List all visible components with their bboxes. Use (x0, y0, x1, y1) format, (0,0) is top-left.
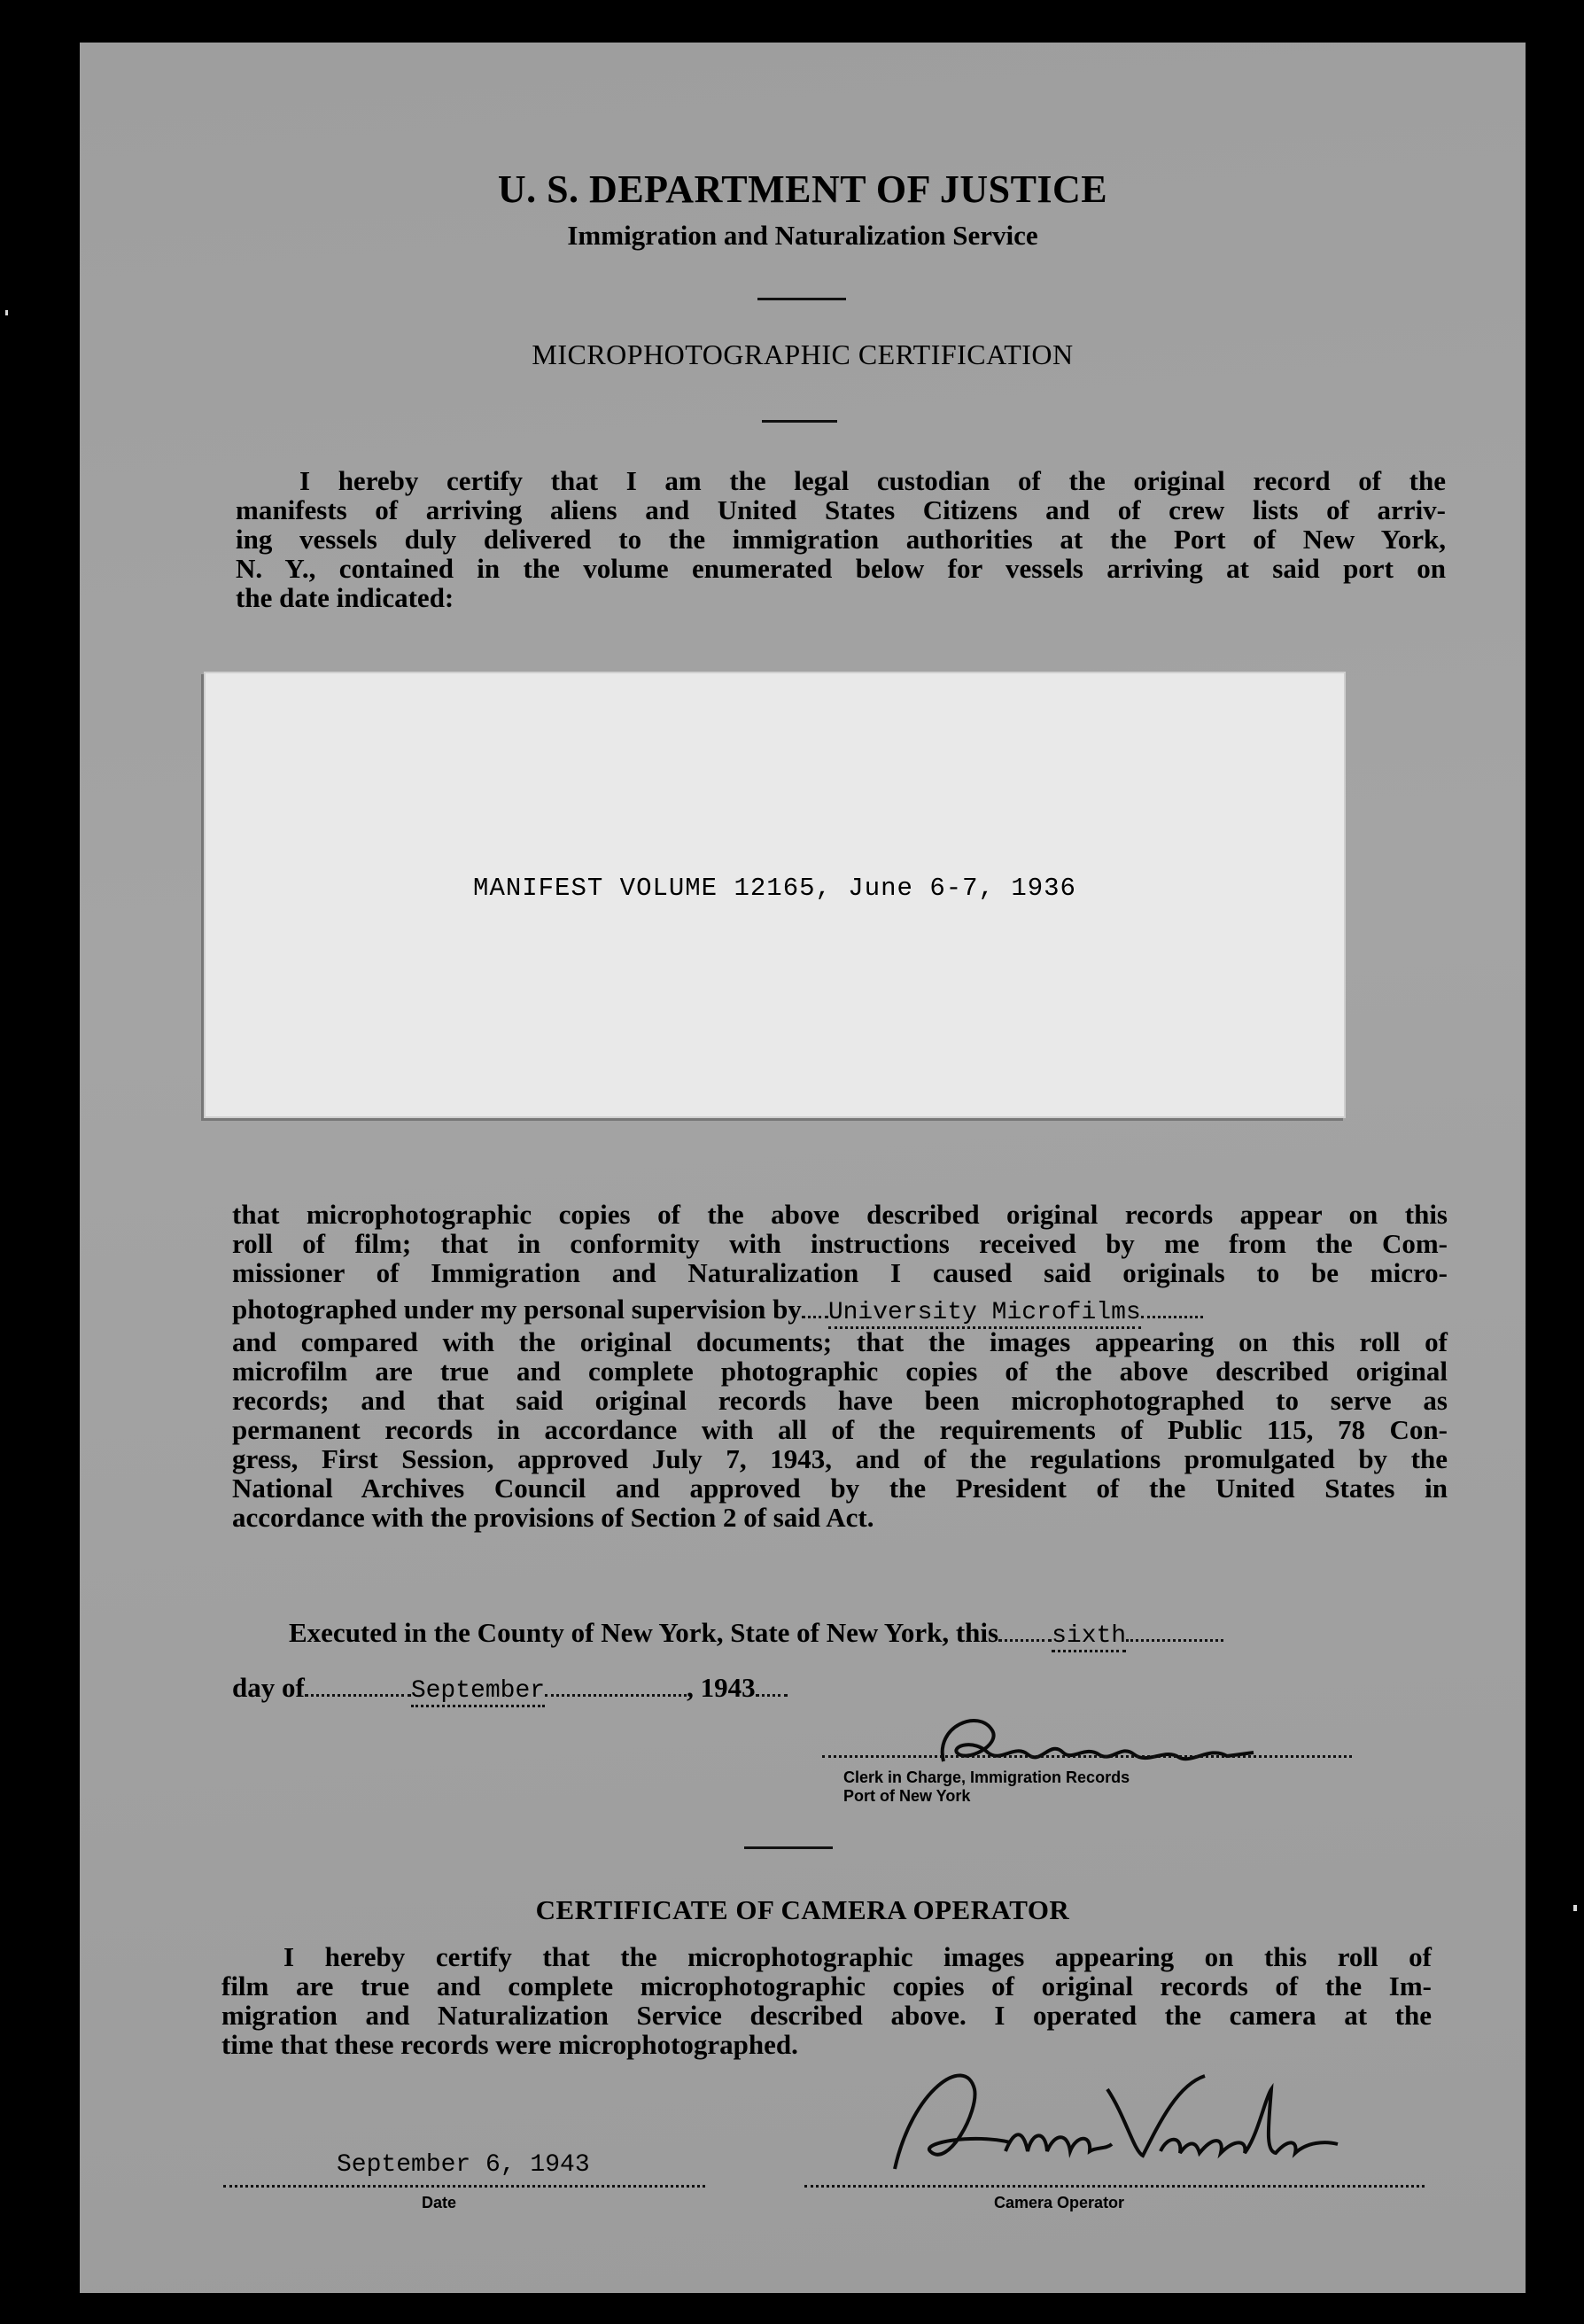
certification-title: MICROPHOTOGRAPHIC CERTIFICATION (532, 338, 1074, 370)
body-line: National Archives Council and approved by the President of the United States in (232, 1473, 1448, 1504)
operator-signature-line (804, 2185, 1425, 2188)
body-line: accordance with the provisions of Section 2 of said Act. (232, 1502, 874, 1533)
execution-month: September (411, 1677, 545, 1707)
clerk-title-line: Clerk in Charge, Immigration Records (843, 1768, 1130, 1786)
camera-operator-signature (842, 2036, 1391, 2196)
intro-line: I hereby certify that I am the legal custodian of the original record of the (299, 465, 1446, 496)
camera-line: film are true and complete microphotographic copies of original records of the Im- (221, 1970, 1432, 2001)
execution-day: sixth (1052, 1622, 1126, 1652)
scan-speck (5, 310, 8, 315)
camera-line: migration and Naturalization Service described above. I operated the camera at the (221, 2000, 1432, 2031)
supervision-prefix: photographed under my personal supervision by (232, 1294, 802, 1325)
scan-speck (1573, 1905, 1577, 1911)
body-line: permanent records in accordance with all of the requirements of Public 115, 78 Con- (232, 1414, 1448, 1445)
camera-operator-label: Camera Operator (994, 2194, 1125, 2211)
clerk-signature-line (822, 1755, 1352, 1758)
body-line: gress, First Session, approved July 7, 1943, and of the regulations promulgated by the (232, 1443, 1448, 1474)
camera-date-value: September 6, 1943 (337, 2151, 590, 2179)
intro-line: the date indicated: (236, 582, 454, 613)
manifest-volume-text: MANIFEST VOLUME 12165, June 6-7, 1936 (473, 874, 1076, 903)
body-line: records; and that said original records have been microphotographed to serve as (232, 1385, 1448, 1416)
body-line: missioner of Immigration and Naturalization I caused said originals to be micro- (232, 1257, 1448, 1288)
body-line: that microphotographic copies of the above described original records appear on this (232, 1199, 1448, 1230)
body-paragraph (232, 1200, 1448, 1532)
divider (757, 298, 846, 300)
intro-line: manifests of arriving aliens and United States Citizens and of crew lists of arriv- (236, 494, 1446, 525)
intro-line: N. Y., contained in the volume enumerated below for vessels arriving at said port on (236, 553, 1446, 584)
body-line: microfilm are true and complete photographic copies of the above described original (232, 1356, 1448, 1387)
day-of-label: day of (232, 1672, 305, 1703)
divider (762, 420, 837, 423)
camera-line: I hereby certify that the microphotographic images appearing on this roll of (283, 1941, 1432, 1972)
body-line: roll of film; that in conformity with instructions received by me from the Com- (232, 1228, 1448, 1259)
document-page (80, 43, 1526, 2293)
camera-certificate-heading: CERTIFICATE OF CAMERA OPERATOR (535, 1894, 1070, 1925)
camera-line: time that these records were microphotographed. (221, 2029, 798, 2060)
divider (744, 1846, 833, 1849)
execution-prefix: Executed in the County of New York, State of New York, this (289, 1617, 999, 1648)
manifest-label-inset (204, 672, 1346, 1118)
intro-line: ing vessels duly delivered to the immigration authorities at the Port of New York, (236, 524, 1446, 555)
service-subheading: Immigration and Naturalization Service (567, 220, 1038, 251)
execution-year: , 1943 (687, 1672, 756, 1703)
clerk-title-line: Port of New York (843, 1787, 971, 1805)
body-line: and compared with the original documents; that the images appearing on this roll of (232, 1326, 1448, 1357)
supervisor-name: University Microfilms (828, 1299, 1141, 1329)
clerk-title (843, 1768, 1130, 1806)
execution-line (289, 1618, 1449, 1651)
intro-paragraph (236, 466, 1446, 612)
department-heading: U. S. DEPARTMENT OF JUSTICE (497, 167, 1108, 211)
date-label: Date (422, 2194, 457, 2211)
supervision-line (232, 1294, 1448, 1327)
date-signature-line (223, 2185, 705, 2188)
